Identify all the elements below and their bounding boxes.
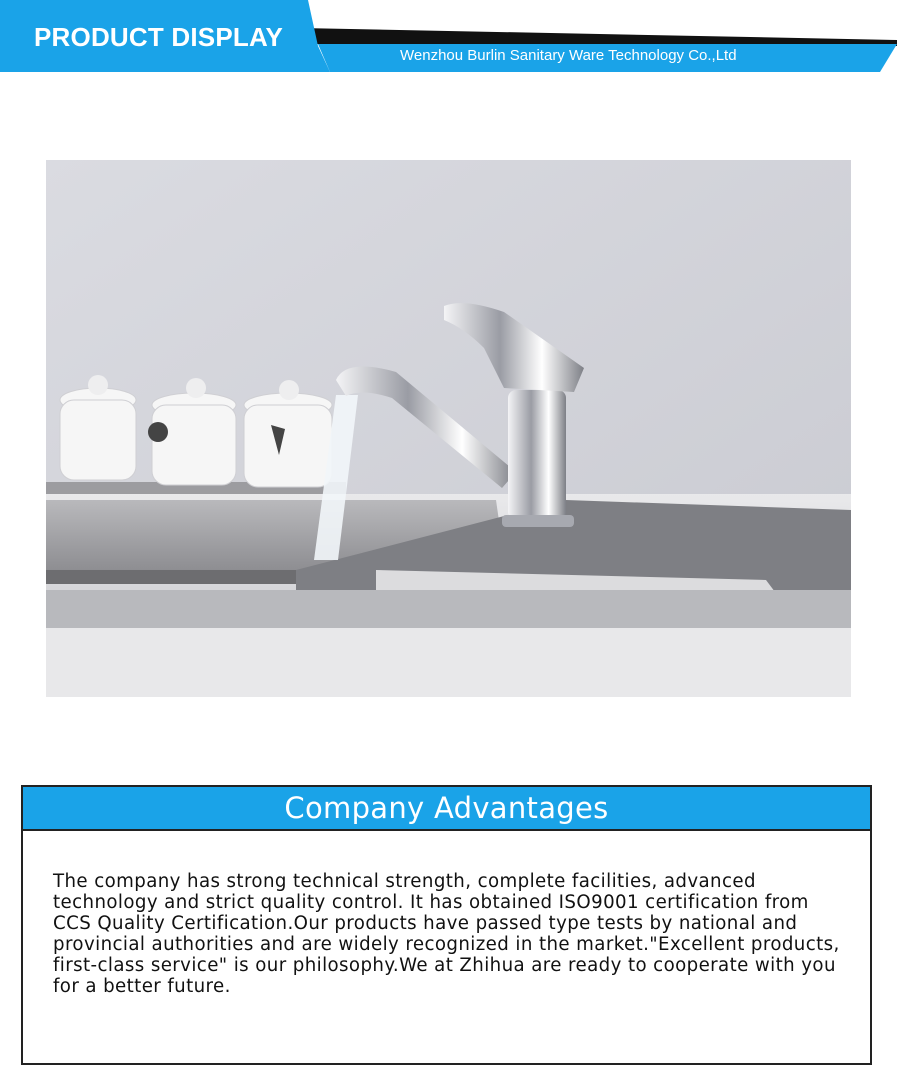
company-name: Wenzhou Burlin Sanitary Ware Technology Co.,Ltd xyxy=(400,47,737,64)
page-title: PRODUCT DISPLAY xyxy=(34,22,284,52)
company-advantages-panel xyxy=(21,785,872,1065)
header-banner xyxy=(0,0,897,72)
advantages-text: The company has strong technical strength, complete facilities, advanced technology and strict quality control. It has obtained ISO9001 certification from CCS Quality Certification.Our products have passed type tests by national and provincial authorities and are widely recognized in the market."Excellent products, first-class service" is our philosophy.We at Zhihua are ready to cooperate with you for a better future. xyxy=(53,871,840,997)
section-heading: Company Advantages xyxy=(23,787,870,831)
product-photo xyxy=(46,160,851,697)
